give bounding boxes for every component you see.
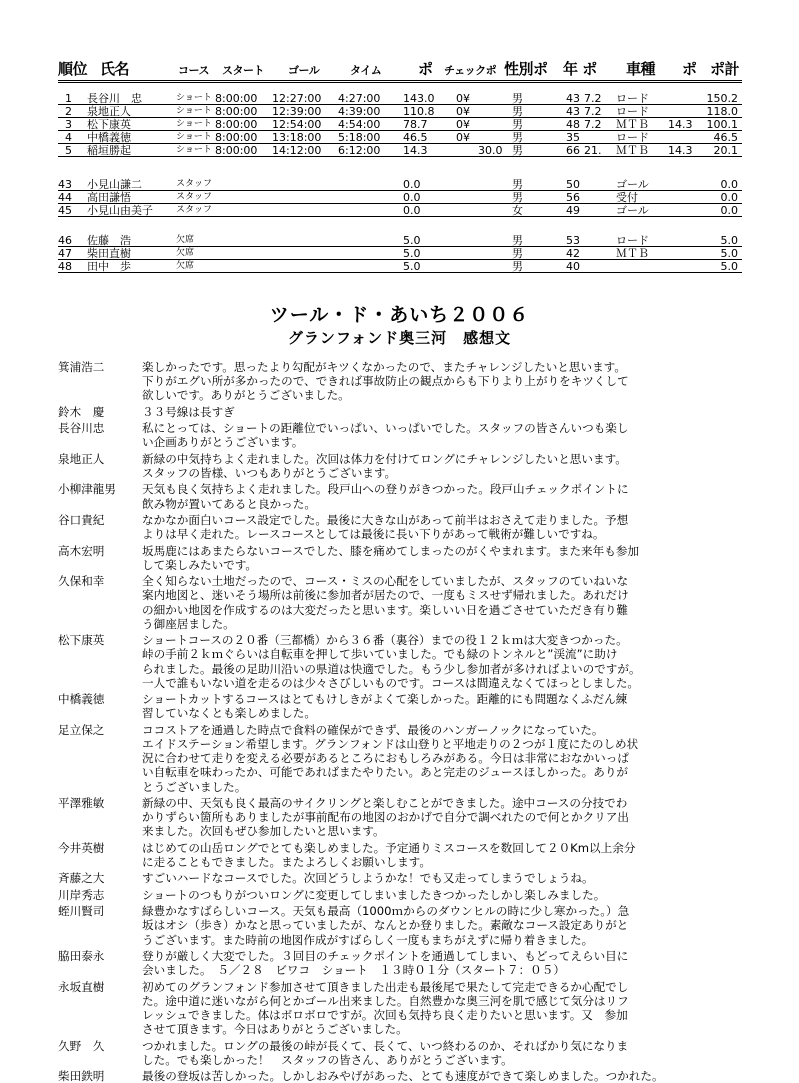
cell-time: 5:18:00 <box>338 131 381 144</box>
comment-line: の細かい地図を作成するのは大変だったと思います。楽しいい日を過ごさせていただき有り難 <box>142 602 629 617</box>
comment-line: すごいハードなコースでした。次回どうしようかな！でも又走ってしまうでしょうね。 <box>142 871 594 886</box>
cell-bike: ゴール <box>616 204 649 217</box>
comment-text <box>142 980 748 1037</box>
cell-rank: 1 <box>65 92 72 105</box>
comment-line: うございます。また時前の地図作成がすばらしく一度もまちがえずに帰り着きました。 <box>142 932 594 947</box>
comment-line: 会いました。 ５／２８ ビワコ ショート １３時０１分（スタート７：０５） <box>142 963 565 978</box>
commenter-name: 高木宏明 <box>58 543 105 558</box>
cell-pt: 46.5 <box>403 131 428 144</box>
cell-pt: 143.0 <box>403 92 435 105</box>
cell-total: 5.0 <box>720 260 738 273</box>
commenter-name: 谷口貴紀 <box>58 513 105 527</box>
cell-age: 50 <box>566 178 580 191</box>
cell-sex: 男 <box>512 178 523 191</box>
cell-name: 小見山由美子 <box>87 204 153 217</box>
cell-rank: 48 <box>58 260 72 273</box>
cell-name: 田中 歩 <box>87 260 131 273</box>
cell-course: ショート <box>176 93 212 103</box>
comment-text <box>142 723 748 794</box>
header-sex: 性別ポ <box>504 60 548 78</box>
comment-text <box>142 841 748 869</box>
comment-line: た。途中道に迷いながら何とかゴール出来ました。自然豊かな奥三河を肌で感じて気分はリフ <box>142 993 629 1008</box>
cell-age: 56 <box>566 191 580 204</box>
comment-line: 最後の登坂は苦しかった。しかしおみやげがあった、とても速度ができて楽しめました。つかれた。 <box>142 1069 664 1083</box>
comment-line: い企画ありがとうございます。 <box>142 435 304 450</box>
cell-check: 0¥ <box>456 118 470 131</box>
cell-total: 5.0 <box>720 247 738 260</box>
commenter-name: 中橋義徳 <box>58 692 105 707</box>
cell-course: 欠席 <box>176 248 195 258</box>
cell-sex: 女 <box>512 204 523 217</box>
row-divider <box>58 216 742 217</box>
cell-sex: 男 <box>512 118 523 131</box>
comment-line: 一人で誰もいない道を走るのは少々さびしいものです。コースは間違えなくてほっとしました。 <box>142 675 640 690</box>
cell-bike: ゴール <box>616 178 649 191</box>
cell-sex: 男 <box>512 131 523 144</box>
commenter-name: 久保和幸 <box>58 574 105 589</box>
commenter-name: 柴田鉄明 <box>58 1069 105 1083</box>
cell-name: 長谷川 忠 <box>87 92 142 105</box>
comment-line: 案内地図と、迷いそう場所は前後に参加者が居たので、一度もミスせず帰れました。あれだけ <box>142 588 629 603</box>
cell-bike: ＭＴＢ <box>616 247 649 260</box>
commenter-name: 永坂直樹 <box>58 979 105 994</box>
cell-name: 高田謙悟 <box>87 191 131 204</box>
cell-pt: 14.3 <box>403 144 428 157</box>
row-divider <box>58 272 742 273</box>
comment-text <box>142 513 748 541</box>
header-time: タイム <box>350 64 382 77</box>
comment-line: エイドステーション希望します。グランフォンドは山登りと平地走りの２つが１度にたのしめ状 <box>142 737 639 751</box>
cell-pt: 0.0 <box>403 204 421 217</box>
cell-bikept: 14.3 <box>668 144 693 157</box>
cell-start: 8:00:00 <box>215 131 258 144</box>
cell-check: 0¥ <box>456 131 470 144</box>
cell-time: 4:27:00 <box>338 92 381 105</box>
commenter-name: 斉藤之大 <box>58 871 105 886</box>
table-header <box>0 58 799 82</box>
comment-line: ショートコースの２０番（三都橋）から３６番（裏谷）までの役１２ｋｍは大変きつかった。 <box>142 633 628 648</box>
cell-check2: 30.0 <box>478 144 503 157</box>
header-underline <box>58 80 742 81</box>
cell-time: 4:54:00 <box>338 118 381 131</box>
commenter-name: 足立保之 <box>58 722 105 737</box>
cell-sex: 男 <box>512 247 523 260</box>
commenter-name: 松下康英 <box>58 633 105 648</box>
header-pt: ポ <box>418 60 433 78</box>
header-name: 氏名 <box>100 60 130 78</box>
cell-rank: 45 <box>58 204 72 217</box>
comment-text <box>142 360 748 403</box>
commenter-name: 泉地正人 <box>58 451 105 466</box>
cell-goal: 13:18:00 <box>272 131 322 144</box>
comment-line: に走ることもできました。またよろしくお願いします。 <box>142 855 431 869</box>
comment-line: 初めてのグランフォンド参加させて頂きました出走も最後尾で果たして完走できるか心配でし <box>142 979 629 994</box>
cell-pt: 110.8 <box>403 105 435 118</box>
cell-goal: 12:27:00 <box>272 92 322 105</box>
commenter-name: 鈴木 慶 <box>58 404 105 419</box>
comment-text <box>142 1039 748 1067</box>
cell-total: 46.5 <box>713 131 738 144</box>
cell-course: スタッフ <box>176 179 213 189</box>
cell-rank: 3 <box>65 118 72 131</box>
comment-line: 坂はオシ（歩き）かなと思っていましたが、なんとか登りました。素敵なコース設定ありがと <box>142 918 629 933</box>
cell-rank: 47 <box>58 247 72 260</box>
cell-sex: 男 <box>512 260 523 273</box>
comment-line: よりは早く走れた。レースコースとしては最後に長い下りがあって戦術が難しいですね。 <box>142 527 605 542</box>
cell-course: 欠席 <box>176 235 195 245</box>
cell-agept: 7.2 <box>584 92 602 105</box>
cell-total: 0.0 <box>720 204 738 217</box>
comment-text <box>142 405 748 419</box>
cell-rank: 2 <box>65 105 72 118</box>
comment-line: 緑豊かなすばらしいコース。天気も最高（1000ｍからのダウンヒルの時に少し寒かった。）急 <box>142 904 630 919</box>
comment-text <box>142 949 748 977</box>
comment-text <box>142 796 748 839</box>
comment-text <box>142 1069 748 1083</box>
comment-line: させて頂きます。今日はありがとうございました。 <box>142 1022 408 1037</box>
comment-line: い自転車を味わったか、可能であればまたやりたい。あと完走のジュースほしかった。ありが <box>142 765 629 780</box>
cell-rank: 43 <box>58 178 72 191</box>
cell-bike: ロード <box>616 131 649 144</box>
cell-total: 118.0 <box>706 105 738 118</box>
page-subtitle: グランフォンド奥三河 感想文 <box>287 329 512 347</box>
cell-sex: 男 <box>512 191 523 204</box>
comment-line: ココストアを通過した時点で食料の確保ができず、最後のハンガーノックになっていた。 <box>142 722 604 737</box>
comment-line: 登りが厳しく大変でした。３回目のチェックポイントを通過してしまい、もどってえらい目に <box>142 949 629 963</box>
comment-line: ショートのつもりがついロングに変更してしまいましたきつかったしかし楽しみました。 <box>142 887 606 902</box>
cell-pt: 5.0 <box>403 234 421 247</box>
cell-age: 35 <box>566 131 580 144</box>
comment-line: して楽しみたいです。 <box>142 557 258 572</box>
cell-course: ショート <box>176 119 212 129</box>
commenter-name: 小柳津龍男 <box>58 482 116 497</box>
cell-agept: 21. <box>584 144 602 157</box>
cell-name: 柴田直樹 <box>87 247 131 260</box>
cell-course: ショート <box>176 106 212 116</box>
commenter-name: 長谷川忠 <box>58 421 105 436</box>
comment-line: 下りがエグい所が多かったので、できれば事故防止の観点からも下りより上がりをキツくして <box>142 374 629 389</box>
comment-line: 私にとっては、ショートの距離位でいっぱい、いっぱいでした。スタッフの皆さんいつも楽し <box>142 421 629 436</box>
comment-line: ３３号線は長すぎ <box>142 404 235 419</box>
comment-line: 況に合わせて走りを変える必要があるところにおもしろみがある。今日は非常におなかいっぱ <box>142 751 629 766</box>
cell-course: スタッフ <box>176 205 213 215</box>
cell-name: 稲垣勝起 <box>87 144 131 157</box>
cell-time: 6:12:00 <box>338 144 381 157</box>
cell-name: 松下康英 <box>87 118 131 131</box>
header-underline-2 <box>58 82 742 83</box>
cell-pt: 5.0 <box>403 247 421 260</box>
cell-start: 8:00:00 <box>215 105 258 118</box>
cell-start: 8:00:00 <box>215 144 258 157</box>
cell-age: 49 <box>566 204 580 217</box>
comment-line: 峠の手前２ｋｍぐらいは自転車を押して歩いていました。でも緑のトンネルと”渓流”に助け <box>142 647 618 662</box>
cell-start: 8:00:00 <box>215 118 258 131</box>
header-start: スタート <box>222 64 264 77</box>
comment-text <box>142 544 748 572</box>
cell-age: 53 <box>566 234 580 247</box>
comment-line: レッシュできました。体はボロボロですが。次回も気持ち良く走りたいと思います。又 参加 <box>142 1008 628 1022</box>
cell-name: 小見山謙二 <box>87 178 142 191</box>
cell-course: スタッフ <box>176 192 213 202</box>
cell-bikept: 14.3 <box>668 118 693 131</box>
cell-name: 佐藤 浩 <box>87 234 131 247</box>
cell-rank: 44 <box>58 191 72 204</box>
comment-line: 新緑の中、天気も良く最高のサイクリングと楽しむことができました。途中コースの分技でわ <box>142 796 628 810</box>
cell-check: 0¥ <box>456 105 470 118</box>
cell-name: 中橋義徳 <box>87 131 131 144</box>
comment-line: かりずらい箇所もありましたが事前配布の地図のおかげで自分で調べれたので何とかクリア出 <box>142 810 629 825</box>
header-age: 年 ポ <box>563 60 597 78</box>
comment-line: とうございました。 <box>142 779 247 794</box>
comment-text <box>142 888 748 902</box>
comment-line: う御座居ました。 <box>142 616 235 631</box>
page-title: ツール・ド・あいち２００６ <box>269 304 530 326</box>
cell-total: 20.1 <box>713 144 738 157</box>
cell-total: 150.2 <box>706 92 738 105</box>
cell-pt: 5.0 <box>403 260 421 273</box>
cell-total: 0.0 <box>720 191 738 204</box>
cell-total: 5.0 <box>720 234 738 247</box>
cell-rank: 5 <box>65 144 72 157</box>
comment-line: つかれました。ロングの最後の峠が長くて、長くて、いつ終わるのか、そればかり気になりま <box>142 1038 629 1053</box>
header-course: コース <box>178 64 209 77</box>
header-bike: 車種 <box>626 60 656 78</box>
commenter-name: 箕浦浩二 <box>58 360 105 374</box>
cell-sex: 男 <box>512 92 523 105</box>
comment-line: 飲み物が置いてあると良かった。 <box>142 496 316 511</box>
cell-pt: 78.7 <box>403 118 428 131</box>
comment-line: した。でも楽しかった！ スタッフの皆さん、ありがとうございます。 <box>142 1052 513 1067</box>
cell-bike: ロード <box>616 92 649 105</box>
comment-line: 天気も良く気持ちよく走れました。段戸山への登りがきつかった。段戸山チェックポイントに <box>142 482 629 497</box>
cell-start: 8:00:00 <box>215 92 258 105</box>
cell-name: 泉地正人 <box>87 105 131 118</box>
comment-text <box>142 692 748 720</box>
comment-line: 楽しかったです。思ったより勾配がキツくなかったので、またチャレンジしたいと思います。 <box>142 360 626 374</box>
comment-text <box>142 482 748 510</box>
commenter-name: 平澤雅敏 <box>58 796 105 810</box>
cell-sex: 男 <box>512 144 523 157</box>
cell-age: 43 <box>566 105 580 118</box>
header-bikept: ポ <box>682 60 697 78</box>
cell-agept: 7.2 <box>584 105 602 118</box>
cell-age: 42 <box>566 247 580 260</box>
cell-bike: ＭＴＢ <box>616 144 649 157</box>
cell-rank: 4 <box>65 131 72 144</box>
cell-pt: 0.0 <box>403 191 421 204</box>
cell-goal: 12:39:00 <box>272 105 322 118</box>
header-check: チェックポ <box>444 64 497 77</box>
comment-line: ショートカットするコースはとてもけしきがよくて楽しかった。距離的にも問題なくふだん練 <box>142 692 628 707</box>
comment-line: スタッフの皆様、いつもありがとうございます。 <box>142 466 397 480</box>
commenter-name: 蛭川賢司 <box>58 904 105 919</box>
cell-course: ショート <box>176 145 212 155</box>
cell-goal: 14:12:00 <box>272 144 322 157</box>
commenter-name: 川岸秀志 <box>58 887 105 902</box>
comment-line: 新緑の中気持ちよく走れました。次回は体力を付けてロングにチャレンジしたいと思います。 <box>142 451 627 466</box>
cell-check: 0¥ <box>456 92 470 105</box>
cell-rank: 46 <box>58 234 72 247</box>
header-rank: 順位 <box>58 60 88 78</box>
comment-text <box>142 574 748 631</box>
comment-line: 習していなくとも楽しめました。 <box>142 706 316 721</box>
cell-sex: 男 <box>512 105 523 118</box>
cell-course: 欠席 <box>176 261 195 271</box>
commenter-name: 脇田泰永 <box>58 949 105 963</box>
cell-age: 48 <box>566 118 580 131</box>
comment-line: 欲しいです。ありがとうございました。 <box>142 388 350 403</box>
comment-line: 全く知らない土地だったので、コース・ミスの心配をしていましたが、スタッフのていねいな <box>142 574 629 589</box>
cell-bike: ロード <box>616 105 649 118</box>
cell-goal: 12:54:00 <box>272 118 322 131</box>
comment-line: られました。最後の足助川沿いの県道は快適でした。もう少し参加者が多ければよいのですが。 <box>142 661 641 676</box>
comment-text <box>142 871 748 885</box>
row-divider <box>58 156 742 157</box>
header-total: ポ計 <box>710 60 740 78</box>
comment-line: はじめての山岳ロングでとても楽しめました。予定通りミスコースを数回して２０Km以上余分 <box>142 840 636 855</box>
cell-bike: 受付 <box>616 191 638 204</box>
commenter-name: 久野 久 <box>58 1038 105 1053</box>
cell-age: 43 <box>566 92 580 105</box>
cell-sex: 男 <box>512 234 523 247</box>
cell-total: 100.1 <box>706 118 738 131</box>
cell-age: 40 <box>566 260 580 273</box>
comment-text <box>142 633 748 690</box>
cell-pt: 0.0 <box>403 178 421 191</box>
cell-time: 4:39:00 <box>338 105 381 118</box>
cell-bike: ＭＴＢ <box>616 118 649 131</box>
comment-text <box>142 904 748 947</box>
cell-bike: ロード <box>616 234 649 247</box>
comment-text <box>142 452 748 480</box>
commenter-name: 今井英樹 <box>58 840 105 855</box>
cell-total: 0.0 <box>720 178 738 191</box>
comment-line: 来ました。次回もぜひ参加したいと思います。 <box>142 824 385 839</box>
comment-line: 坂馬鹿にはあまたらないコースでした、膝を痛めてしまったのがくやまれます。また来年も参加 <box>142 543 640 558</box>
header-goal: ゴール <box>288 64 320 77</box>
cell-age: 66 <box>566 144 580 157</box>
cell-agept: 7.2 <box>584 118 602 131</box>
comment-text <box>142 421 748 449</box>
cell-course: ショート <box>176 132 212 142</box>
comment-line: なかなか面白いコース設定でした。最後に大きな山があって前半はおさえて走りました。予想 <box>142 513 629 527</box>
